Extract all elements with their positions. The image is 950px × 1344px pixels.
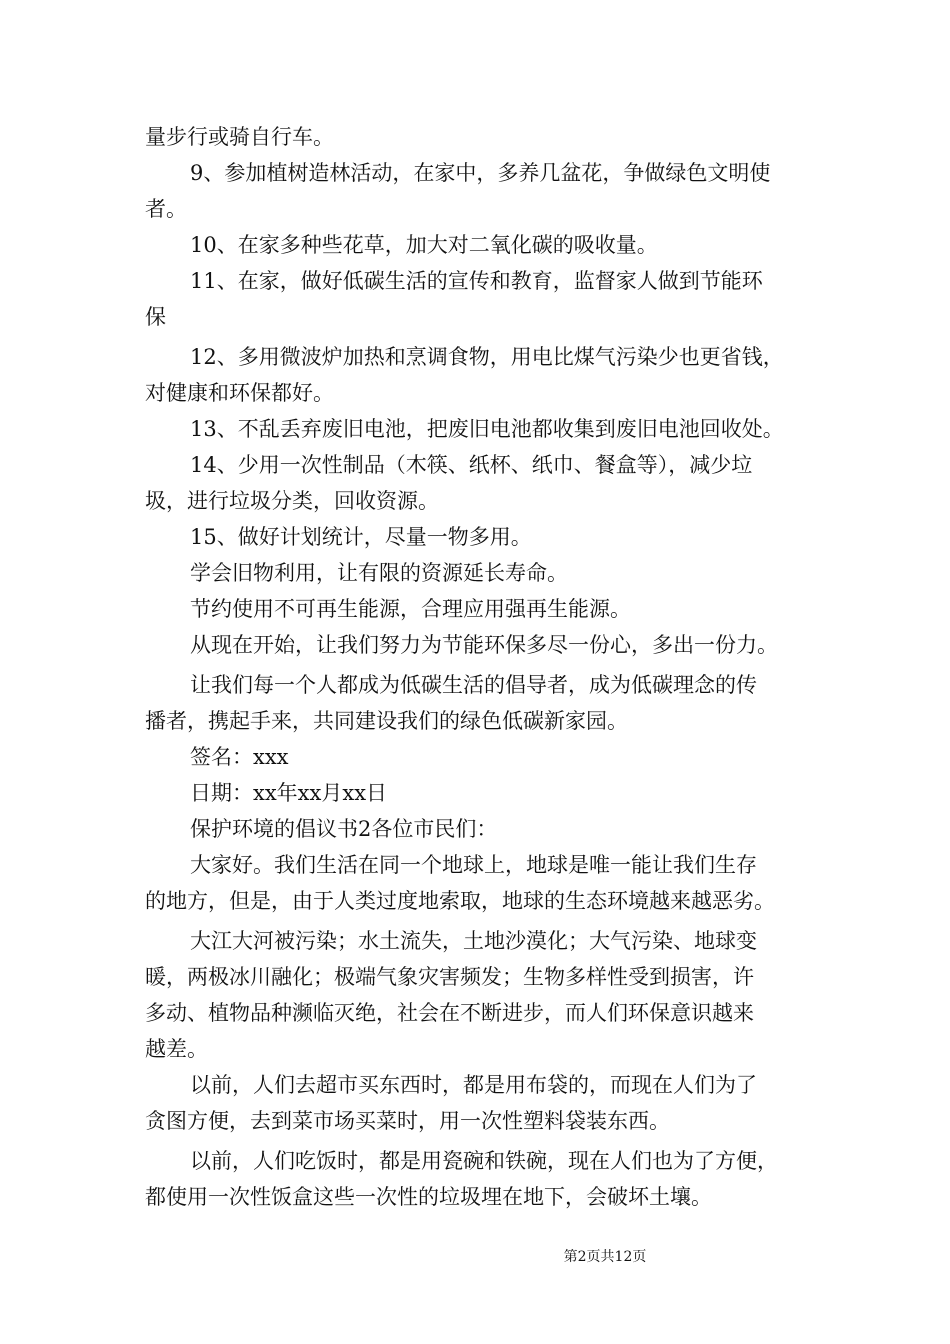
paragraph-line: 的地方，但是，由于人类过度地索取，地球的生态环境越来越恶劣。: [145, 889, 775, 913]
paragraph-line: 暖，两极冰川融化；极端气象灾害频发；生物多样性受到损害，许: [145, 965, 754, 989]
heading-line: 保护环境的倡议书2各位市民们：: [190, 817, 498, 841]
paragraph-line: 9、参加植树造林活动，在家中，多养几盆花，争做绿色文明使: [190, 161, 771, 185]
page-number: 第2页共12页: [563, 1249, 647, 1265]
date-line: 日期：xx年xx月xx日: [190, 781, 388, 805]
signature-line: 签名：xxx: [190, 745, 289, 769]
paragraph-line: 14、少用一次性制品（木筷、纸杯、纸巾、餐盒等），减少垃: [190, 453, 753, 477]
paragraph-line: 越差。: [145, 1037, 208, 1061]
paragraph-line: 圾，进行垃圾分类，回收资源。: [145, 489, 439, 513]
paragraph-line: 大家好。我们生活在同一个地球上，地球是唯一能让我们生存: [190, 853, 757, 877]
paragraph-line: 大江大河被污染；水土流失，土地沙漠化；大气污染、地球变: [190, 929, 757, 953]
paragraph-line: 者。: [145, 197, 187, 221]
paragraph-line: 10、在家多种些花草，加大对二氧化碳的吸收量。: [190, 233, 658, 257]
paragraph-line: 12、多用微波炉加热和烹调食物，用电比煤气污染少也更省钱，: [190, 345, 784, 369]
paragraph-line: 从现在开始，让我们努力为节能环保多尽一份心，多出一份力。: [190, 633, 778, 657]
paragraph-line: 贪图方便，去到菜市场买菜时，用一次性塑料袋装东西。: [145, 1109, 670, 1133]
paragraph-line: 让我们每一个人都成为低碳生活的倡导者，成为低碳理念的传: [190, 673, 757, 697]
paragraph-line: 15、做好计划统计，尽量一物多用。: [190, 525, 532, 549]
paragraph-line: 以前，人们去超市买东西时，都是用布袋的，而现在人们为了: [190, 1073, 757, 1097]
paragraph-line: 以前，人们吃饭时，都是用瓷碗和铁碗，现在人们也为了方便，: [190, 1149, 778, 1173]
paragraph-line: 保: [145, 305, 166, 329]
paragraph-line: 多动、植物品种濒临灭绝，社会在不断进步，而人们环保意识越来: [145, 1001, 754, 1025]
paragraph-line: 节约使用不可再生能源，合理应用强再生能源。: [190, 597, 631, 621]
paragraph-line: 量步行或骑自行车。: [145, 125, 334, 149]
paragraph-line: 对健康和环保都好。: [145, 381, 334, 405]
paragraph-line: 11、在家，做好低碳生活的宣传和教育，监督家人做到节能环: [190, 269, 763, 293]
page-footer: [0, 1248, 950, 1266]
paragraph-line: 播者，携起手来，共同建设我们的绿色低碳新家园。: [145, 709, 628, 733]
paragraph-line: 都使用一次性饭盒这些一次性的垃圾埋在地下，会破坏土壤。: [145, 1185, 712, 1209]
paragraph-line: 学会旧物利用，让有限的资源延长寿命。: [190, 561, 568, 585]
paragraph-line: 13、不乱丢弃废旧电池，把废旧电池都收集到废旧电池回收处。: [190, 417, 784, 441]
